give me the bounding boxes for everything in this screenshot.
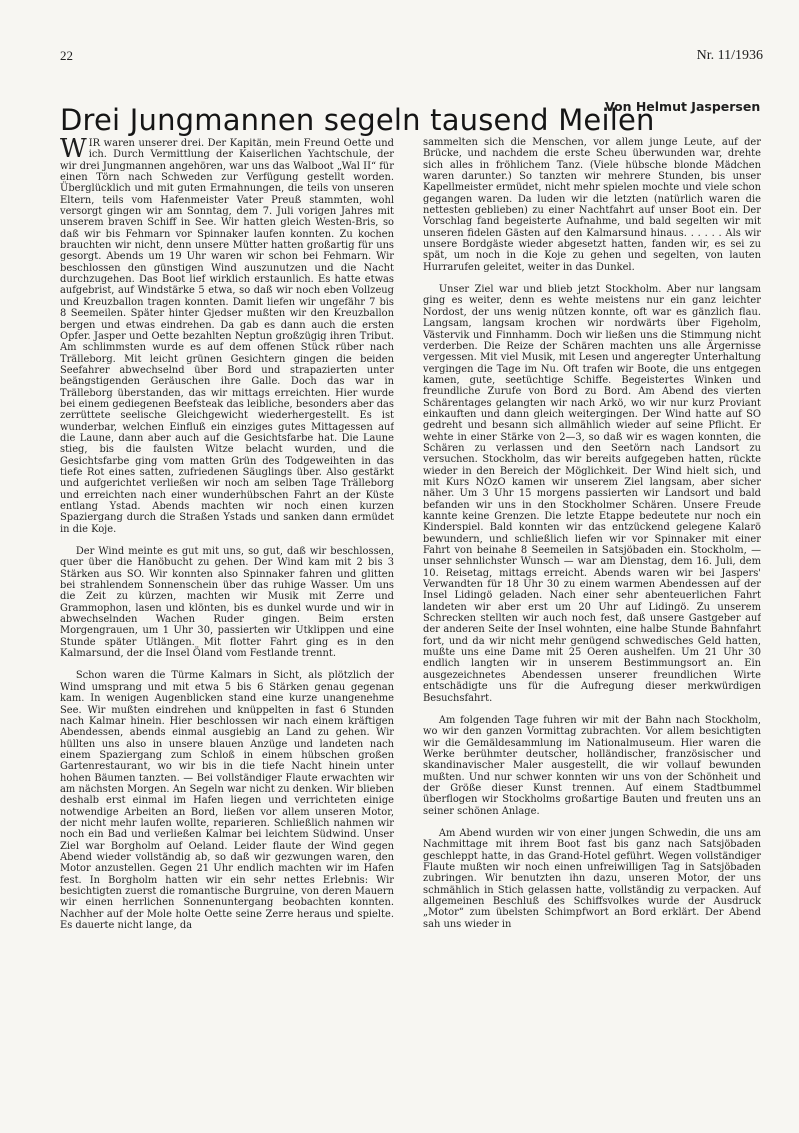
article-byline: Von Helmut Jaspersen [605,99,761,114]
issue-number: Nr. 11/1936 [696,48,763,63]
paragraph: Unser Ziel war und blieb jetzt Stockholm. Aber nur langsam ging es weiter, denn es wehte meistens nur ein ganz leichter Nordost, der uns wenig nützen konnte, oft war es gänzlich flau. Langsam, langsam krochen wir nordwärts über Figeholm, Västervik und Finnhamm. Doch wir ließen uns die Stimmung nicht verderben. Die Reize der Schären machten uns alle Ärgernisse vergessen. Mit viel Musik, mit Lesen und angeregter Unterhaltung vergingen die Tage im Nu. Oft trafen wir Boote, die uns entgegen kamen, gute, seetüchtige Schiffe. Begeistertes Winken und freundliche Zurufe von Bord zu Bord. Am Abend des vierten Schärentages gelangten wir nach Arkö, wo wir nur kurz Proviant einkauften und dann gleich weitergingen. Der Wind hatte auf SO gedreht und besann sich allmählich wieder auf seine Pflicht. Er wehte in einer Stärke von 2—3, so daß wir es wagen konnten, die Schären zu verlassen und den Seetörn nach Landsort zu versuchen. Stockholm, das wir bereits aufgegeben hatten, rückte wieder in den Bereich der Möglichkeit. Der Wind hielt sich, und mit Kurs NOzO kamen wir unserem Ziel langsam, aber sicher näher. Um 3 Uhr 15 morgens passierten wir Landsort und bald befanden wir uns in den Stockholmer Schären. Unsere Freude kannte keine Grenzen. Die letzte Etappe bedeutete nur noch ein Kinderspiel. Bald konnten wir das entzückend gelegene Kalarö bewundern, und schließlich liefen wir vor Spinnaker mit einer Fahrt von beinahe 8 Seemeilen in Satsjöbaden ein. Stockholm, — unser sehnlichster Wunsch — war am Dienstag, dem 16. Juli, dem 10. Reisetag, mittags erreicht. Abends waren wir bei Jaspers' Verwandten für 18 Uhr 30 zu einem warmen Abendessen auf der Insel Lidingö geladen. Nach einer sehr abenteuerlichen Fahrt landeten wir aber erst um 20 Uhr auf Lidingö. Zu unserem Schrecken stellten wir auch noch fest, daß unsere Gastgeber auf der anderen Seite der Insel wohnten, eine halbe Stunde Bahnfahrt fort, und da wir nicht mehr genügend schwedisches Geld hatten, mußte uns eine Dame mit 25 Oeren aushelfen. Um 21 Uhr 30 endlich langten wir in unserem Bestimmungsort an. Ein ausgezeichnetes Abendessen unserer freundlichen Wirte entschädigte uns für die Aufregung dieser merkwürdigen Besuchsfahrt. [423,284,761,704]
drop-cap: W [60,138,87,164]
left-column [60,138,394,1098]
paragraph: Schon waren die Türme Kalmars in Sicht, als plötzlich der Wind umsprang und mit etwa 5 bis 6 Stärken genau gegenan kam. In wenigen Augenblicken stand eine kurze unangenehme See. Wir mußten eindrehen und knüppelten in fast 6 Stunden nach Kalmar hinein. Hier beschlossen wir nach einem kräftigen Abendessen, abends einmal ausgiebig an Land zu gehen. Wir hüllten uns also in unsere blauen Anzüge und landeten nach einem Spaziergang zum Schloß in einem hübschen großen Gartenrestaurant, wo wir bis in die tiefe Nacht hinein unter hohen Bäumen tanzten. — Bei vollständiger Flaute erwachten wir am nächsten Morgen. An Segeln war nicht zu denken. Wir blieben deshalb erst einmal im Hafen liegen und verrichteten einige notwendige Arbeiten an Bord, ließen vor allem unseren Motor, der nicht mehr laufen wollte, reparieren. Schließlich nahmen wir noch ein Bad und verließen Kalmar bei leichtem Südwind. Unser Ziel war Borgholm auf Oeland. Leider flaute der Wind gegen Abend wieder vollständig ab, so daß wir gezwungen waren, den Motor anzustellen. Gegen 21 Uhr endlich machten wir im Hafen fest. In Borgholm hatten wir ein sehr nettes Erlebnis: Wir besichtigten zuerst die romantische Burgruine, von deren Mauern wir einen herrlichen Sonnenuntergang beobachten konnten. Nachher auf der Mole holte Oette seine Zerre heraus und spielte. Es dauerte nicht lange, da [60,670,394,932]
article-title: Drei Jungmannen segeln tausend Meilen [60,103,655,138]
right-column [423,137,761,1097]
paragraph: Am folgenden Tage fuhren wir mit der Bahn nach Stockholm, wo wir den ganzen Vormittag zubrachten. Vor allem besichtigten wir die Gemäldesammlung im Nationalmuseum. Hier waren die Werke berühmter deutscher, holländischer, französischer und skandinavischer Maler ausgestellt, die wir vollauf bewunden mußten. Und nur schwer konnten wir uns von der Schönheit und der Größe dieser Kunst trennen. Auf einem Stadtbummel überflogen wir Stockholms großartige Bauten und freuten uns an seiner schönen Anlage. [423,714,761,817]
paragraph [60,138,394,535]
paragraph: Am Abend wurden wir von einer jungen Schwedin, die uns am Nachmittage mit ihrem Boot fast bis ganz nach Satsjöbaden geschleppt hatte, in das Grand-Hotel geführt. Wegen vollständiger Flaute mußten wir noch einen unfreiwilligen Tag in Satsjöbaden zubringen. Wir benutzten ihn dazu, unseren Motor, der uns schmählich in Stich gelassen hatte, vollständig zu verpacken. Auf allgemeinen Beschluß des Schiffsvolkes wurde der Ausdruck „Motor“ zum übelsten Schimpfwort an Bord erklärt. Der Abend sah uns wieder in [423,827,761,930]
paragraph-text: IR waren unserer drei. Der Kapitän, mein Freund Oette und ich. Durch Vermittlung der Kaiserlichen Yachtschule, der wir drei Jungmannen angehören, war uns das Walboot „Wal II“ für einen Törn nach Schweden zur Verfügung gestellt worden. Überglücklich und mit guten Ermahnungen, die teils von unseren Eltern, teils vom Hafenmeister Vater Preuß stammten, wohl versorgt gingen wir am Sonntag, dem 7. Juli vorigen Jahres mit unserem braven Schiff in See. Wir hatten gleich Westen-Bris, so daß wir bis Fehmarn vor Spinnaker laufen konnten. Zu kochen brauchten wir nicht, denn unsere Mütter hatten großartig für uns gesorgt. Abends um 19 Uhr waren wir schon bei Fehmarn. Wir beschlossen den günstigen Wind auszunutzen und die Nacht durchzugehen. Das Boot lief wirklich erstaunlich. Es hatte etwas aufgebrist, auf Windstärke 5 etwa, so daß wir noch eben Vollzeug und Kreuzballon tragen konnten. Damit liefen wir ungefähr 7 bis 8 Seemeilen. Später hinter Gjedser mußten wir den Kreuzballon bergen und etwas eindrehen. Da gab es dann auch die ersten Opfer. Jasper und Oette bezahlten Neptun großzügig ihren Tribut. Am schlimmsten wurde es auf dem offenen Stück rüber nach Trälleborg. Mit leicht grünen Gesichtern gingen die beiden Seefahrer abwechselnd über Bord und strapazierten unter beängstigenden Geräuschen ihre Galle. Doch das war in Trälleborg überstanden, das wir mittags erreichten. Hier wurde bei einem gediegenen Beefsteak das leibliche, besonders aber das zerrüttete seelische Gleichgewicht wiederhergestellt. Es ist wunderbar, welchen Einfluß ein einziges gutes Mittagessen auf die Laune, dann aber auch auf die Gesichtsfarbe hat. Die Laune stieg, bis die faulsten Witze belacht wurden, und die Gesichtsfarbe ging vom matten Grün des Todgeweihten in das tiefe Rot eines satten, zufriedenen Säuglings über. Also gestärkt und aufgerichtet verließen wir noch am selben Tage Trälleborg und erreichten nach einer wunderhübschen Fahrt an der Küste entlang Ystad. Abends machten wir noch einen kurzen Spaziergang durch die Straßen Ystads und sanken dann ermüdet in die Koje. [60,138,394,535]
paragraph: sammelten sich die Menschen, vor allem junge Leute, auf der Brücke, und nachdem die erste Scheu überwunden war, drehte sich alles in fröhlichem Tanz. (Viele hübsche blonde Mädchen waren darunter.) So tanzten wir mehrere Stunden, bis unser Kapellmeister ermüdet, nicht mehr spielen mochte und viele schon gegangen waren. Da luden wir die letzten (natürlich waren die nettesten geblieben) zu einer Nachtfahrt auf unser Boot ein. Der Vorschlag fand begeisterte Aufnahme, und bald segelten wir mit unseren fidelen Gästen auf den Kalmarsund hinaus. . . . . . Als wir unsere Bordgäste wieder abgesetzt hatten, fanden wir, es sei zu spät, um noch in die Koje zu gehen und segelten, von lauten Hurrarufen geleitet, weiter in das Dunkel. [423,137,761,273]
page-number: 22 [60,48,73,63]
paragraph: Der Wind meinte es gut mit uns, so gut, daß wir beschlossen, quer über die Hanöbucht zu gehen. Der Wind kam mit 2 bis 3 Stärken aus SO. Wir konnten also Spinnaker fahren und glitten bei strahlendem Sonnenschein über das ruhige Wasser. Um uns die Zeit zu kürzen, machten wir Musik mit Zerre und Grammophon, lasen und klönten, bis es dunkel wurde und wir in abwechselnden Wachen Ruder gingen. Beim ersten Morgengrauen, um 1 Uhr 30, passierten wir Utklippen und eine Stunde später Utlängen. Mit flotter Fahrt ging es in den Kalmarsund, der die Insel Öland vom Festlande trennt. [60,546,394,660]
